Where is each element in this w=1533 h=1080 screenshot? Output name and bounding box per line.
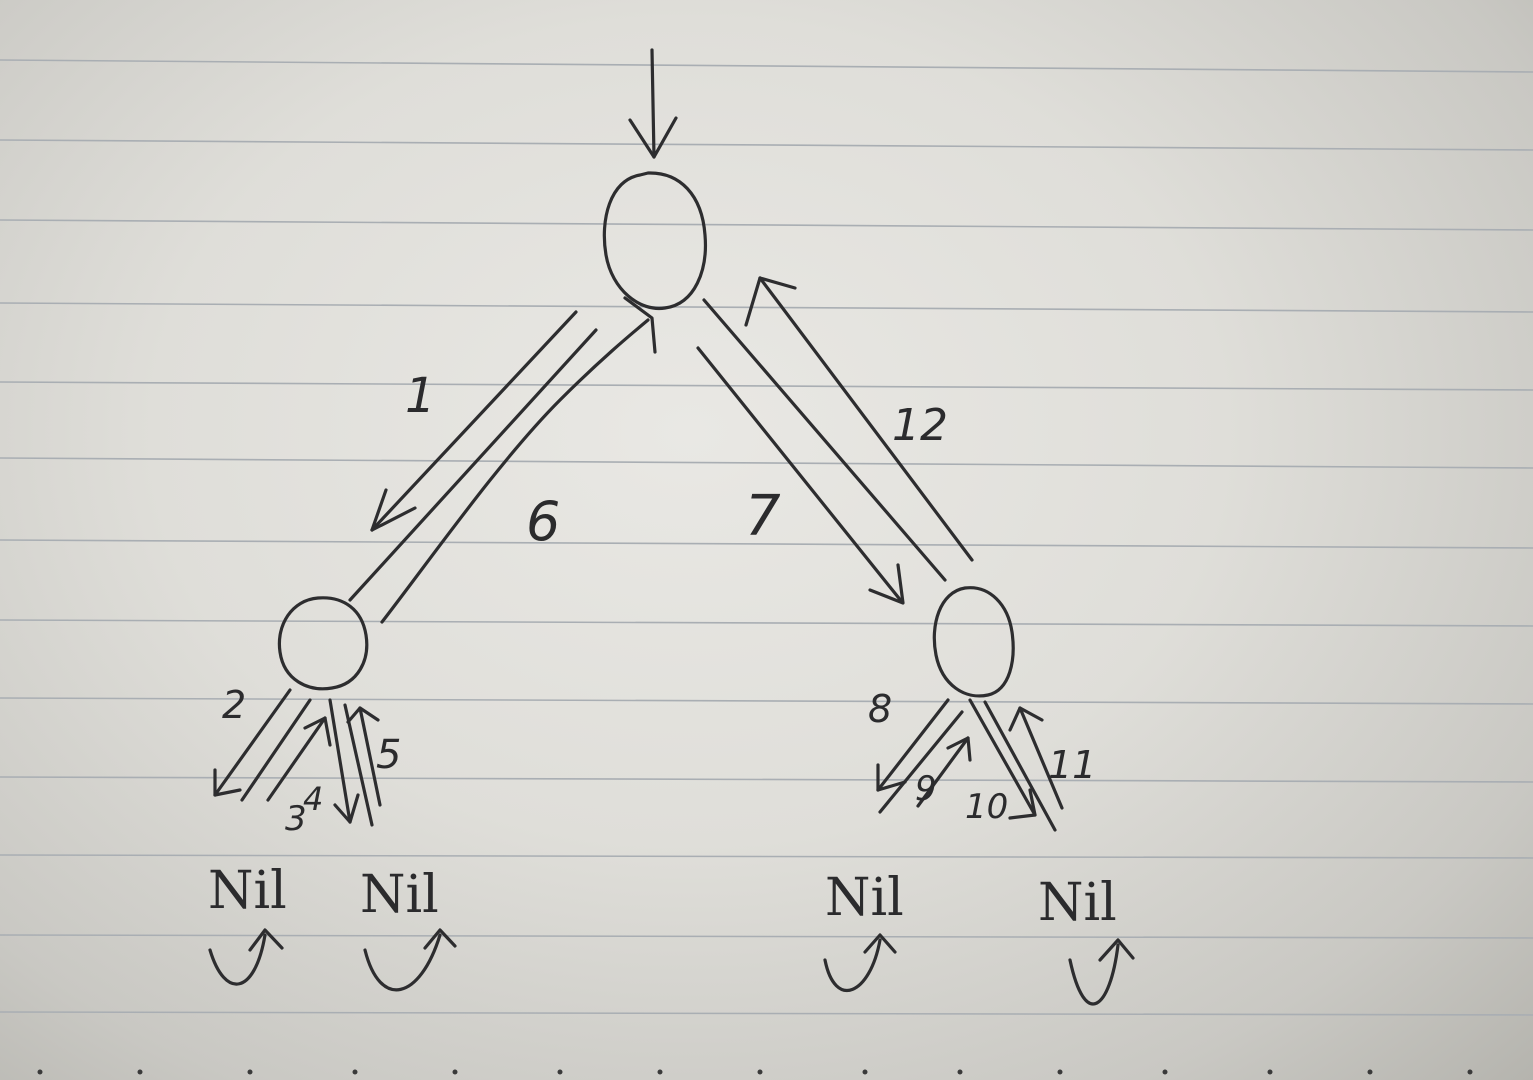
edge-arrow-7 xyxy=(698,300,945,603)
label-2: 2 xyxy=(222,683,247,727)
label-8: 8 xyxy=(868,687,893,731)
right-child-node xyxy=(934,588,1013,696)
label-12: 12 xyxy=(892,400,948,451)
label-3: 3 xyxy=(285,799,307,839)
nil-leaf-1: Nil xyxy=(208,861,287,921)
perforation-dots xyxy=(38,1070,1473,1075)
label-1: 1 xyxy=(405,368,436,424)
label-6: 6 xyxy=(526,490,561,553)
left-child-node xyxy=(279,598,366,689)
label-10: 10 xyxy=(965,787,1009,827)
nil-leaf-4: Nil xyxy=(1038,873,1117,933)
label-7: 7 xyxy=(745,484,781,549)
label-5: 5 xyxy=(376,732,402,778)
label-11: 11 xyxy=(1048,743,1097,787)
root-node xyxy=(604,173,705,308)
nil-leaf-3: Nil xyxy=(825,868,904,928)
nil-leaf-2: Nil xyxy=(360,865,439,925)
label-9: 9 xyxy=(915,769,937,809)
entry-arrow xyxy=(630,50,676,157)
nil-return-arrows xyxy=(210,930,1133,1004)
label-4: 4 xyxy=(303,780,324,818)
